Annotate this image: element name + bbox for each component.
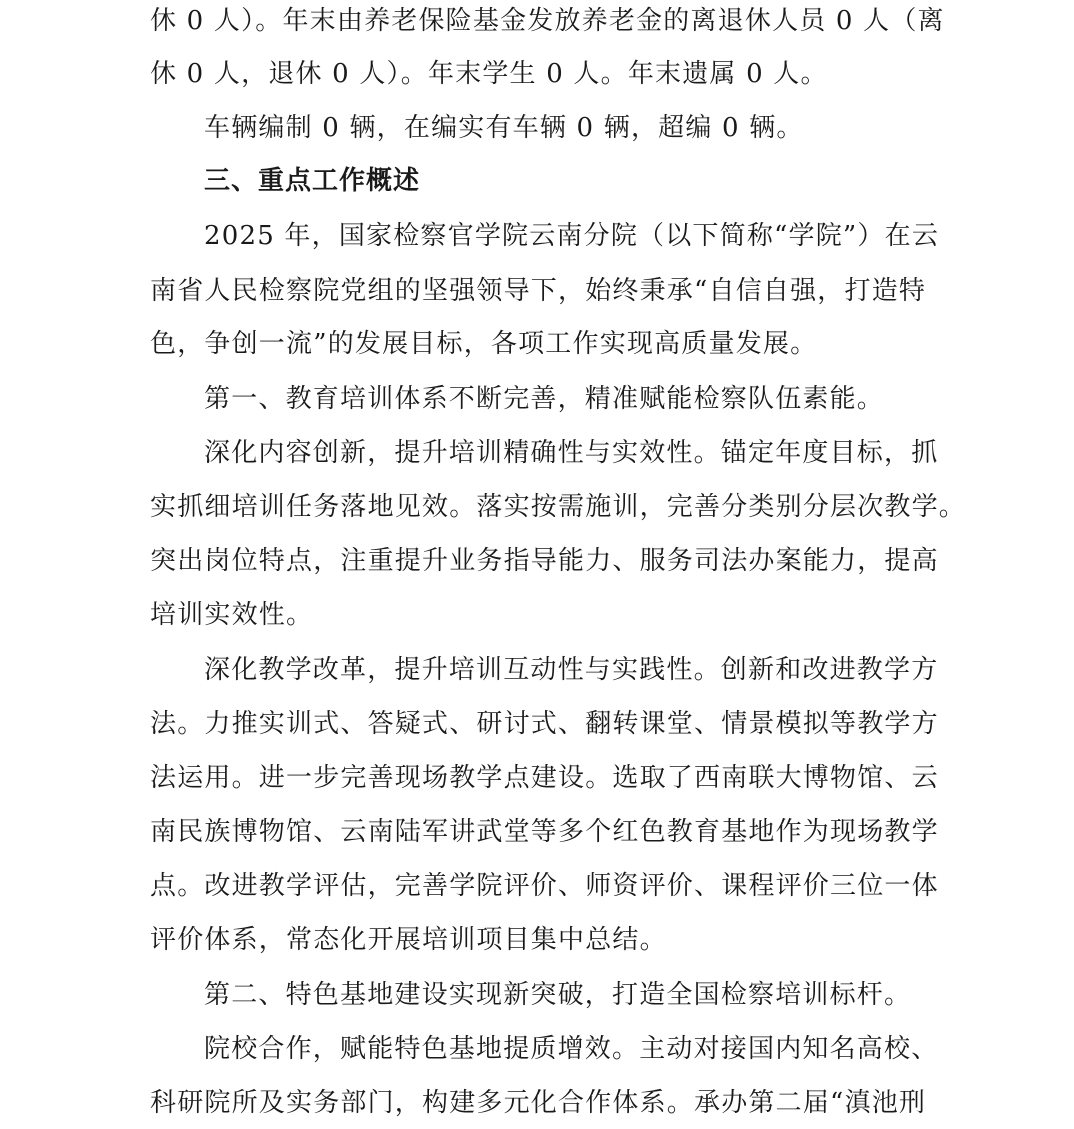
paragraph-line: 深化教学改革，提升培训互动性与实践性。创新和改进教学方 [204,655,939,685]
subsection-heading: 第二、特色基地建设实现新突破，打造全国检察培训标杆。 [204,980,912,1010]
paragraph-line: 休 0 人）。年末由养老保险基金发放养老金的离退休人员 0 人（离 [150,6,945,36]
paragraph-line: 培训实效性。 [150,600,314,630]
paragraph-line: 南省人民检察院党组的坚强领导下，始终秉承“自信自强，打造特 [150,276,927,306]
paragraph-line: 休 0 人，退休 0 人）。年末学生 0 人。年末遗属 0 人。 [150,59,828,89]
paragraph-line: 色，争创一流”的发展目标，各项工作实现高质量发展。 [150,329,818,359]
paragraph-line: 点。改进教学评估，完善学院评价、师资评价、课程评价三位一体 [150,871,939,901]
paragraph-line: 南民族博物馆、云南陆军讲武堂等多个红色教育基地作为现场教学 [150,817,939,847]
section-heading: 三、重点工作概述 [204,166,421,196]
paragraph-line: 院校合作，赋能特色基地提质增效。主动对接国内知名高校、 [204,1034,939,1064]
paragraph-line: 评价体系，常态化开展培训项目集中总结。 [150,925,667,955]
subsection-heading: 第一、教育培训体系不断完善，精准赋能检察队伍素能。 [204,384,885,414]
paragraph-line: 2025 年，国家检察官学院云南分院（以下简称“学院”）在云 [204,221,940,251]
paragraph-line: 深化内容创新，提升培训精确性与实效性。锚定年度目标，抓 [204,438,939,468]
paragraph-line: 车辆编制 0 辆，在编实有车辆 0 辆，超编 0 辆。 [204,113,804,143]
paragraph-line: 法。力推实训式、答疑式、研讨式、翻转课堂、情景模拟等教学方 [150,709,939,739]
paragraph-line: 实抓细培训任务落地见效。落实按需施训，完善分类别分层次教学。 [150,492,967,522]
paragraph-line: 科研院所及实务部门，构建多元化合作体系。承办第二届“滇池刑 [150,1088,927,1118]
paragraph-line: 突出岗位特点，注重提升业务指导能力、服务司法办案能力，提高 [150,546,939,576]
paragraph-line: 法运用。进一步完善现场教学点建设。选取了西南联大博物馆、云 [150,763,939,793]
